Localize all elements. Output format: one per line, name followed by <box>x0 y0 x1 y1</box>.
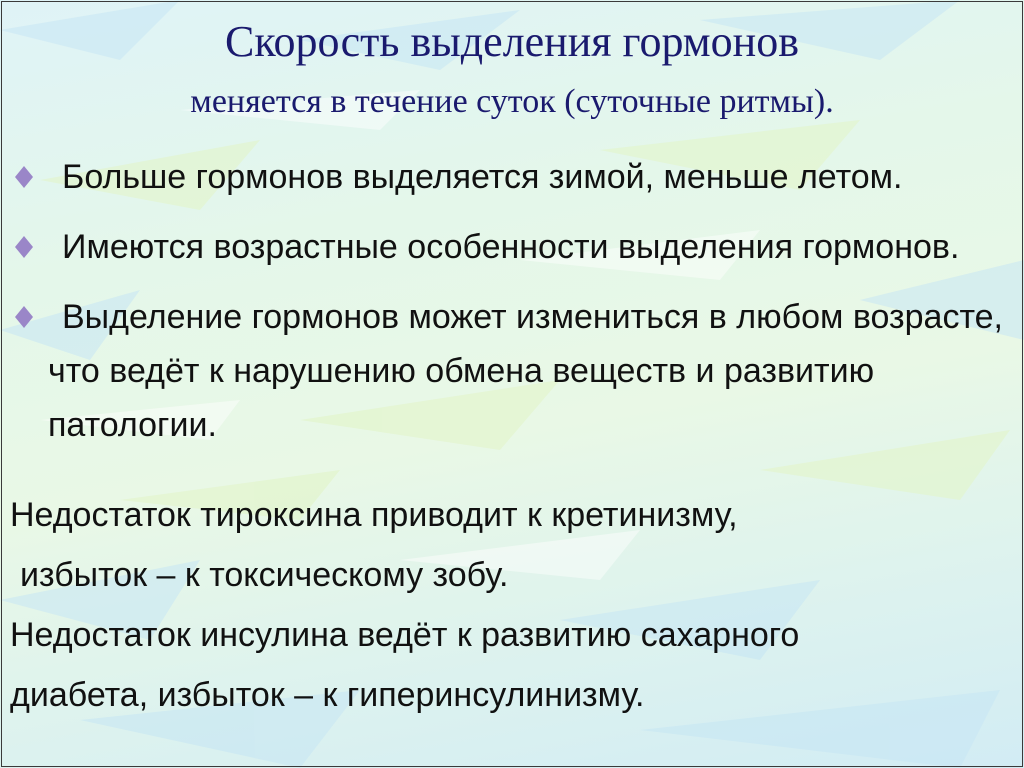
slide-title: Скорость выделения гормонов <box>225 17 799 66</box>
bullet-item-winter-summer <box>14 150 1010 204</box>
bullet-list <box>14 150 1010 468</box>
bullet-text: Больше гормонов выделяется зимой, меньше летом. <box>62 158 903 196</box>
bullet-item-age-features <box>14 220 1010 274</box>
bullet-text: Выделение гормонов может измениться в любом возрасте, что ведёт к нарушению обмена веществ и развитию патологии. <box>48 298 1003 444</box>
paragraph-insulin: Недостаток инсулина ведёт к развитию сахарного <box>10 616 800 654</box>
diamond-bullet-icon <box>14 305 34 329</box>
bullet-text: Имеются возрастные особенности выделения гормонов. <box>62 228 960 266</box>
diamond-bullet-icon <box>14 235 34 259</box>
paragraph-thyroxine: Недостаток тироксина приводит к кретинизму, <box>10 496 738 534</box>
diamond-bullet-icon <box>14 165 34 189</box>
slide-subtitle: меняется в течение суток (суточные ритмы). <box>190 83 834 120</box>
paragraph-insulin-excess: диабета, избыток – к гиперинсулинизму. <box>10 676 645 714</box>
bullet-item-any-age <box>14 290 1010 452</box>
paragraph-thyroxine-excess: избыток – к токсическому зобу. <box>20 556 509 594</box>
